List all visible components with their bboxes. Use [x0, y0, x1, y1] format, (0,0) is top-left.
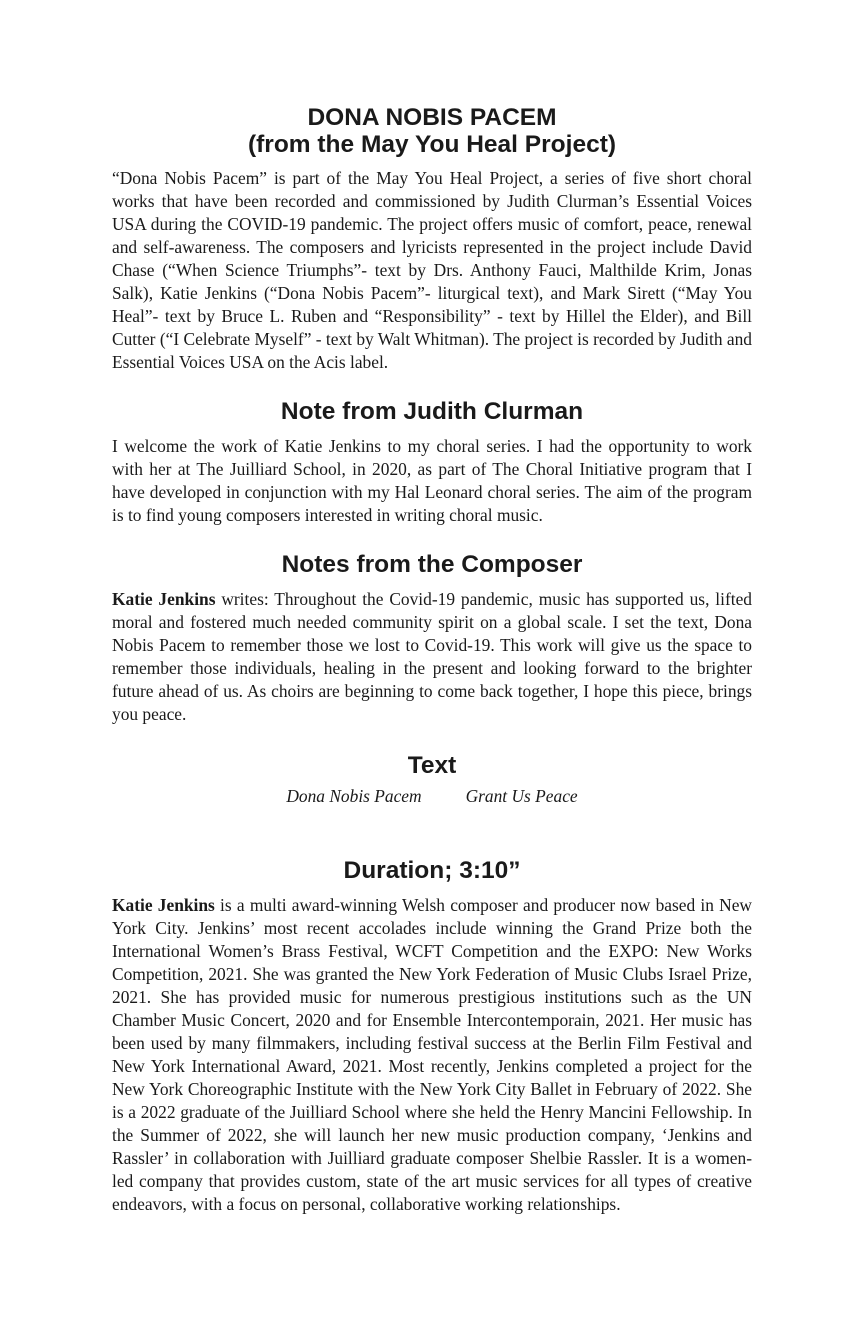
heading-notes-composer: Notes from the Composer	[281, 551, 583, 578]
text-translation-row	[112, 785, 752, 808]
composer-name: Katie Jenkins	[112, 589, 216, 609]
heading-duration: Duration; 3:10”	[343, 857, 521, 884]
bio-name: Katie Jenkins	[112, 895, 215, 915]
document-page	[112, 104, 752, 1216]
bio-paragraph	[112, 894, 752, 1216]
page-title	[112, 104, 752, 158]
heading-text: Text	[407, 752, 457, 779]
heading-note-judith: Note from Judith Clurman	[280, 398, 584, 425]
latin-text: Dona Nobis Pacem	[286, 786, 422, 806]
english-text: Grant Us Peace	[465, 786, 578, 806]
notes-composer-paragraph	[112, 588, 752, 726]
composer-notes-text: writes: Throughout the Covid-19 pandemic, music has supported us, lifted moral and fostered much needed community spirit on a global scale. I set the text, Dona Nobis Pacem to remember those we lost to Covid-19. This work will give us the space to remember those individuals, healing in the present and looking forward to the brighter future ahead of us. As choirs are beginning to come back together, I hope this piece, brings you peace.	[112, 589, 752, 724]
title-line-1: DONA NOBIS PACEM	[307, 104, 557, 131]
title-line-2: (from the May You Heal Project)	[247, 131, 617, 158]
intro-paragraph: “Dona Nobis Pacem” is part of the May You Heal Project, a series of five short choral works that have been recorded and commissioned by Judith Clurman’s Essential Voices USA during the COVID-19 pandemic. The project offers music of comfort, peace, renewal and self-awareness. The composers and lyricists represented in the project include David Chase (“When Science Triumphs”- text by Drs. Anthony Fauci, Malthilde Krim, Jonas Salk), Katie Jenkins (“Dona Nobis Pacem”- liturgical text), and Mark Sirett (“May You Heal”- text by Bruce L. Ruben and “Responsibility” - text by Hillel the Elder), and Bill Cutter (“I Celebrate Myself” - text by Walt Whitman). The project is recorded by Judith and Essential Voices USA on the Acis label.	[112, 168, 752, 372]
bio-text: is a multi award-winning Welsh composer and producer now based in New York City. Jenkins’ most recent accolades include winning the Grand Prize both the International Women’s Brass Festival, WCFT Competition and the EXPO: New Works Competition, 2021. She was granted the New York Federation of Music Clubs Israel Prize, 2021. She has provided music for numerous prestigious institutions such as the UN Chamber Music Concert, 2020 and for Ensemble Intercontemporain, 2021. Her music has been used by many filmmakers, including festival success at the Berlin Film Festival and New York International Award, 2021. Most recently, Jenkins completed a project for the New York Choreographic Institute with the New York City Ballet in February of 2022. She is a 2022 graduate of the Juilliard School where she held the Henry Mancini Fellowship. In the Summer of 2022, she will launch her new music production company, ‘Jenkins and Rassler’ in collaboration with Juilliard graduate composer Shelbie Rassler. It is a women-led company that provides custom, state of the art music services for all types of creative endeavors, with a focus on personal, collaborative working relationships.	[112, 895, 752, 1214]
note-judith-paragraph: I welcome the work of Katie Jenkins to my choral series. I had the opportunity to work with her at The Juilliard School, in 2020, as part of The Choral Initiative program that I have developed in conjunction with my Hal Leonard choral series. The aim of the program is to find young composers interested in writing choral music.	[112, 436, 752, 525]
